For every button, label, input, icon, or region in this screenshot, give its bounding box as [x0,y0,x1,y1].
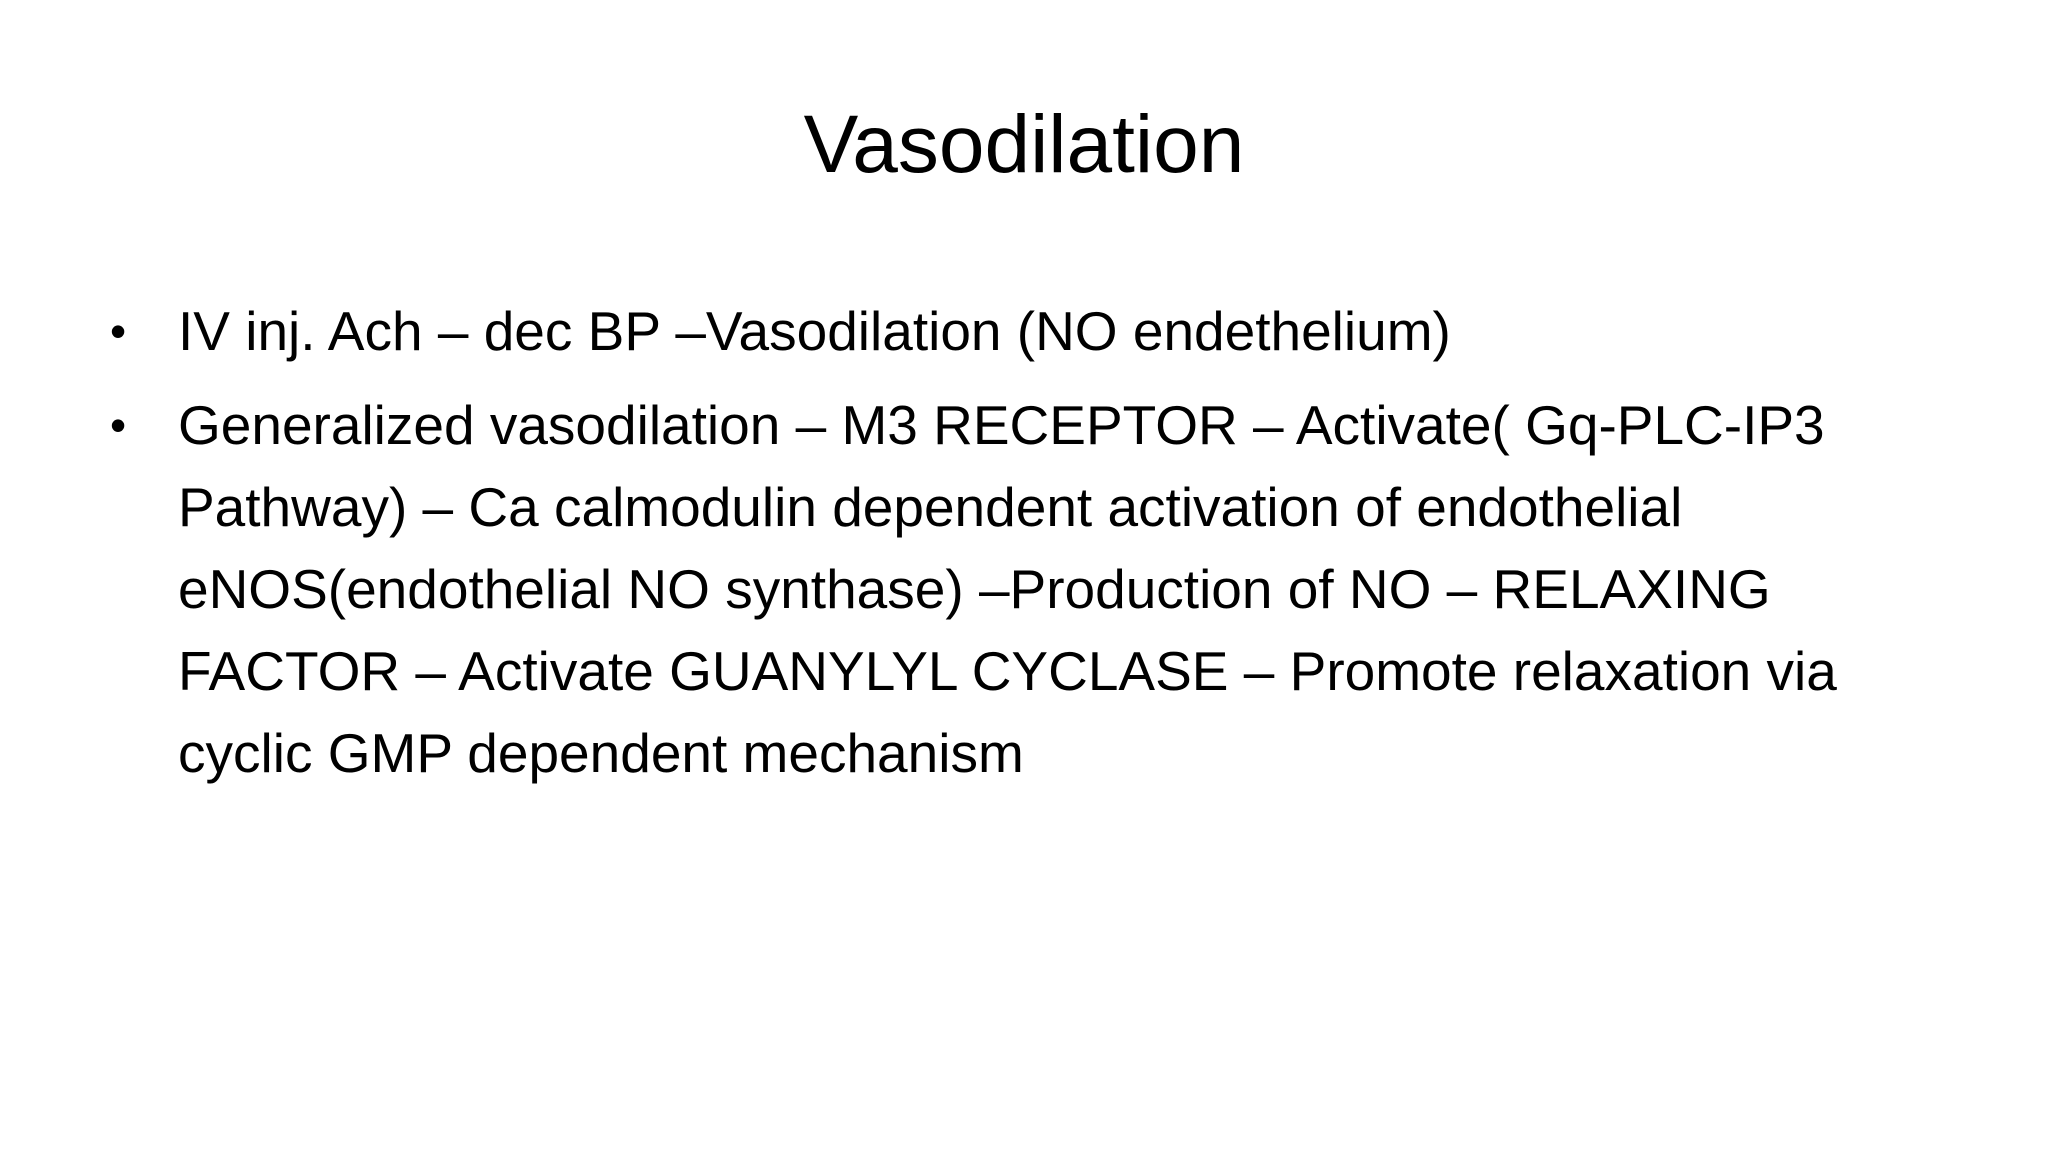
bullet-item-1 [110,290,1970,372]
bullet-item-2 [110,384,1970,794]
bullet-text-2: Generalized vasodilation – M3 RECEPTOR – Activate( Gq-PLC-IP3 Pathway) – Ca calmodulin dependent activation of endothelial eNOS(endothelial NO synthase) –Production of NO – RELAXING FACTOR – Activate GUANYLYL CYCLASE – Promote relaxation via cyclic GMP dependent mechanism [178,394,1837,784]
bullet-marker-1: • [110,305,127,357]
slide-title: Vasodilation [803,99,1245,190]
bullet-marker-2: • [110,399,127,451]
bullet-text-1: IV inj. Ach – dec BP –Vasodilation (NO endethelium) [178,300,1451,362]
bullet-list [110,290,1970,806]
